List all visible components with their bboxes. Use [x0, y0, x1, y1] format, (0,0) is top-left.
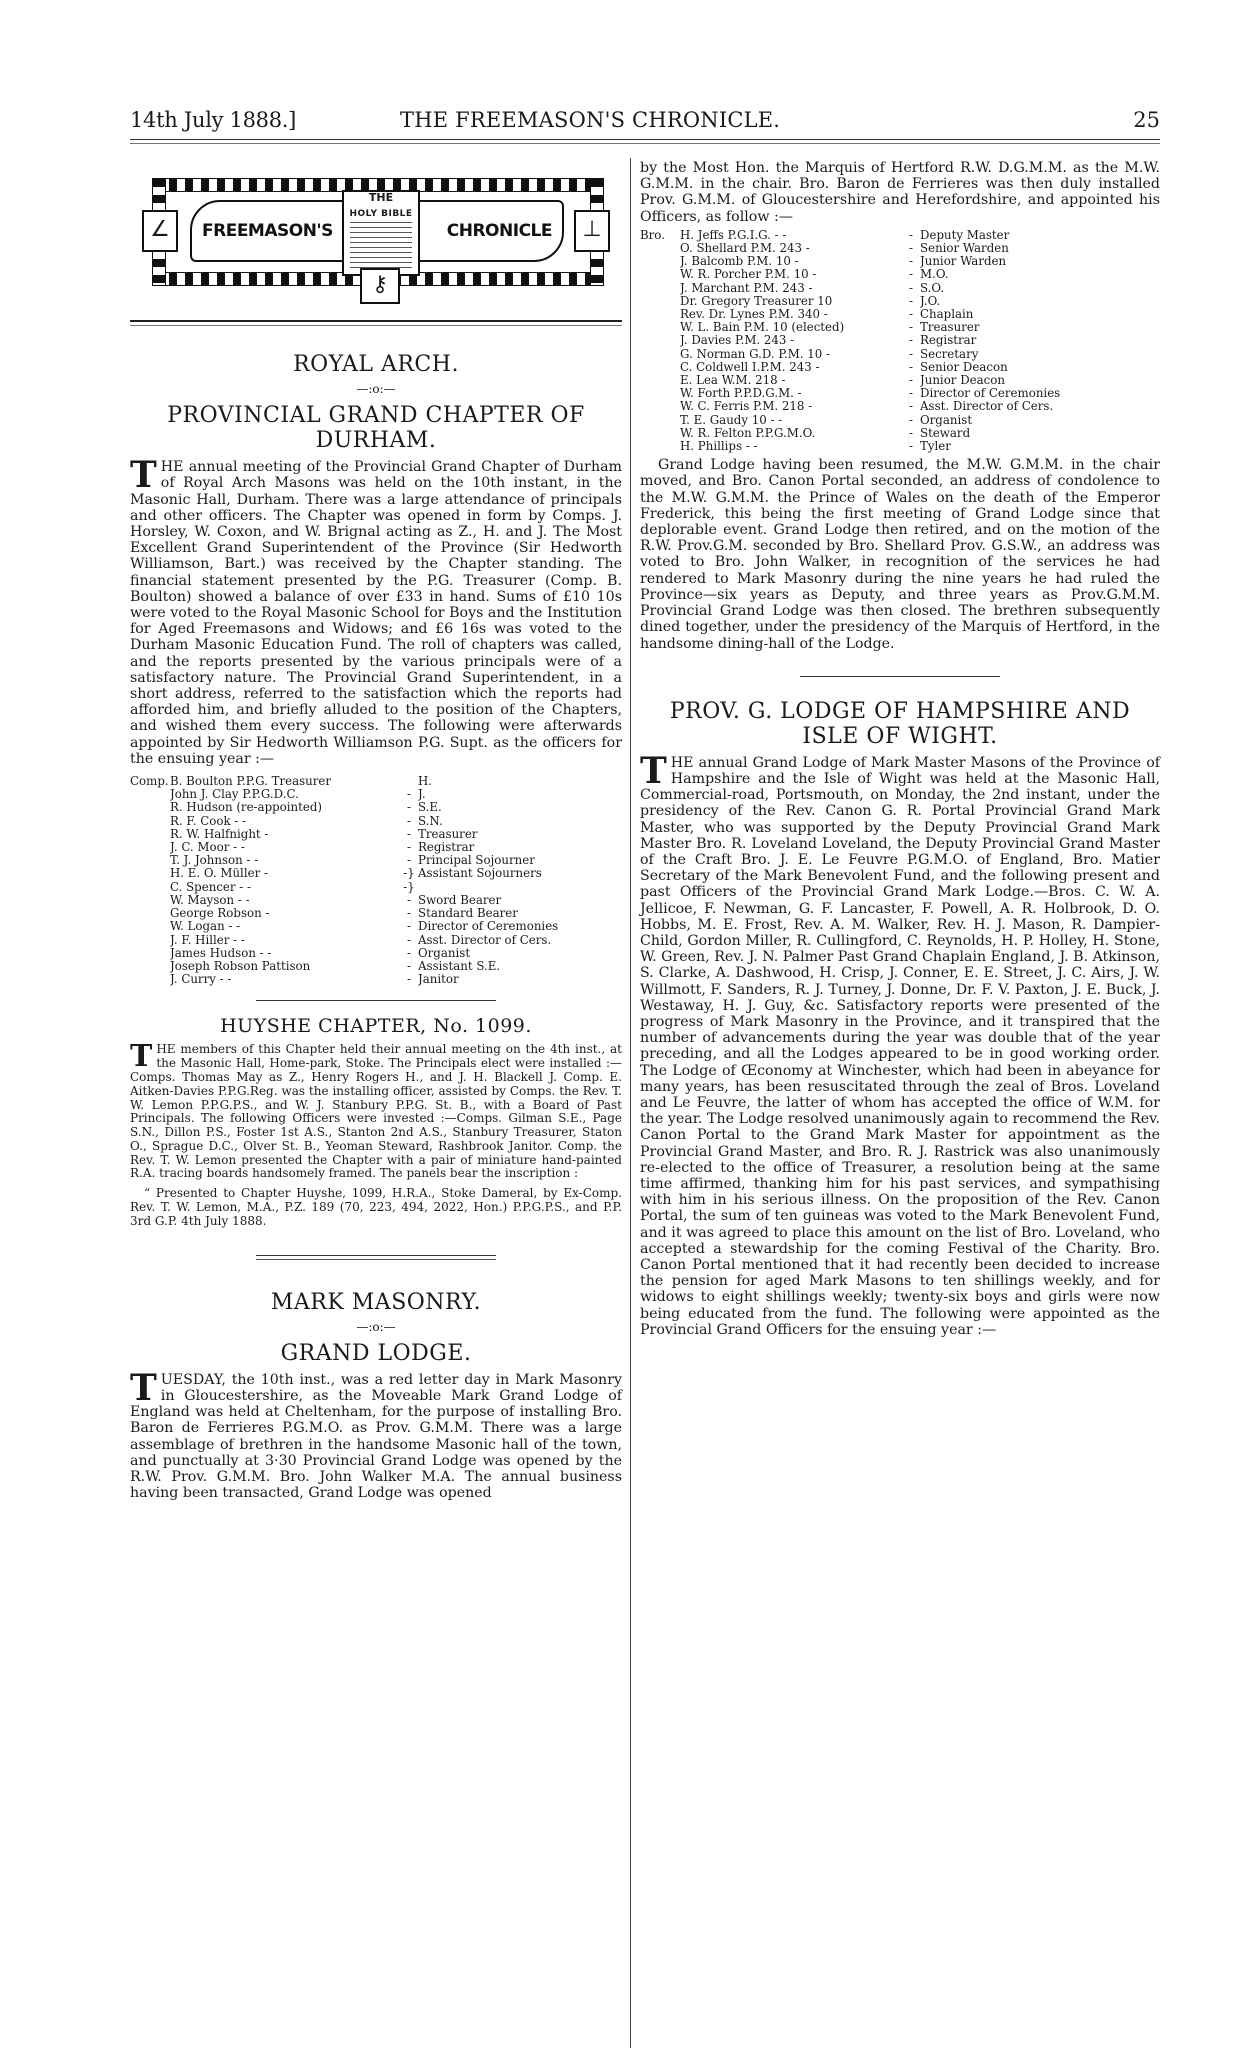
officer-dash: -: [909, 387, 913, 401]
officer-name: T. J. Johnson - -: [170, 854, 259, 868]
officer-name: W. Mayson - -: [170, 893, 250, 907]
officer-row: [640, 387, 1160, 400]
officer-office: Registrar: [920, 334, 977, 348]
officer-prefix: [640, 361, 680, 374]
masthead-word-left: FREEMASON'S: [202, 221, 333, 241]
running-header: [130, 108, 1160, 138]
article-body-hampshire: [640, 749, 1160, 1338]
officer-row: [130, 881, 622, 894]
officer-name: John J. Clay P.P.G.D.C.: [170, 788, 299, 802]
officer-row: [640, 295, 1160, 308]
officer-name: R. W. Halfnight -: [170, 827, 269, 841]
officer-prefix: Comp.: [130, 775, 169, 789]
drop-cap: T: [130, 454, 157, 497]
officer-row: [640, 348, 1160, 361]
officer-name: J. C. Moor - -: [170, 841, 245, 855]
article-body-durham: [130, 454, 622, 767]
officer-dash: -: [909, 374, 913, 388]
officer-dash: -: [407, 973, 411, 987]
section-rule: [256, 1000, 496, 1001]
officer-name: J. Davies P.M. 243 -: [680, 334, 795, 348]
officer-office: Chaplain: [920, 308, 974, 322]
officer-prefix: [130, 973, 170, 986]
officer-prefix: [640, 242, 680, 255]
inscription-quote: “ Presented to Chapter Huyshe, 1099, H.R.A., Stoke Dameral, by Ex-Comp. Rev. T. W. Lemon, M.A., P.Z. 189 (70, 223, 494, 2022, Hon.) P.P.G.P.S., and P.P. 3rd G.P. 4th July 1888.: [130, 1186, 622, 1228]
officer-office: Standard Bearer: [418, 907, 518, 921]
officer-row: [130, 920, 622, 933]
officer-row: [640, 321, 1160, 334]
officer-dash: -: [407, 933, 411, 947]
officer-office: S.E.: [418, 801, 442, 815]
officer-prefix: [640, 268, 680, 281]
officer-dash: -: [909, 228, 913, 242]
officer-dash: -: [407, 801, 411, 815]
right-column: [640, 160, 1160, 1338]
officer-name: W. L. Bain P.M. 10 (elected): [680, 321, 845, 335]
officer-name: J. Marchant P.M. 243 -: [680, 281, 813, 295]
issue-date: 14th July 1888.]: [130, 108, 297, 132]
officer-office: Secretary: [920, 347, 979, 361]
officer-office: S.O.: [920, 281, 945, 295]
officer-dash: -: [909, 334, 913, 348]
officer-office: [418, 881, 622, 894]
officer-name: C. Coldwell I.P.M. 243 -: [680, 360, 820, 374]
officer-office: Tyler: [920, 440, 951, 454]
officer-row: [640, 400, 1160, 413]
officer-name: J. Curry - -: [170, 973, 232, 987]
ornament: —:o:—: [356, 1319, 396, 1334]
officer-dash: -}: [403, 880, 415, 894]
article-text: HE members of this Chapter held their annual meeting on the 4th inst., at the Masonic Hall, Home-park, Stoke. The Principals elect were installed :—Comps. Thomas May as Z., Henry Rogers H., and J. H. Blackell J. Comp. E. Aitken-Davies P.P.G.Reg. was the installing officer, assisted by Comps. the Rev. T. W. Lemon P.P.G.P.S., and W. J. Stanbury P.P.G. St. B., with a Board of Past Principals. The following Officers were invested :—Comps. Gilman S.E., Page S.N., Dillon P.S., Foster 1st A.S., Stanton 2nd A.S., Stanbury Treasurer, Staton O., Sprague D.C., Olver St. B., Yeoman Steward, Rashbrook Janitor. Comp. the Rev. T. W. Lemon presented the Chapter with a pair of miniature hand-painted R.A. tracing boards handsomely framed. The panels bear the inscription :: [130, 1042, 622, 1181]
officer-prefix: [640, 255, 680, 268]
officer-row: [130, 947, 622, 960]
officer-dash: -: [909, 268, 913, 282]
drop-cap: T: [130, 1039, 153, 1075]
officer-prefix: [130, 894, 170, 907]
officer-office: Janitor: [418, 973, 459, 987]
officer-office: Treasurer: [418, 827, 478, 841]
officer-row: [130, 801, 622, 814]
officer-dash: -: [909, 308, 913, 322]
officer-row: [130, 894, 622, 907]
officer-name: J. F. Hiller - -: [170, 933, 245, 947]
officer-prefix: [640, 427, 680, 440]
officer-row: [130, 867, 622, 880]
officer-dash: -: [909, 347, 913, 361]
officer-name: H. E. O. Müller -: [170, 867, 268, 881]
officer-prefix: [130, 920, 170, 933]
officer-prefix: [130, 867, 170, 880]
officer-prefix: [130, 907, 170, 920]
officers-table-gloucestershire: [640, 229, 1160, 453]
officer-dash: -: [909, 294, 913, 308]
officer-prefix: [640, 282, 680, 295]
officer-prefix: [640, 308, 680, 321]
officer-name: Joseph Robson Pattison: [170, 959, 311, 973]
officer-row: [640, 414, 1160, 427]
officer-name: R. F. Cook - -: [170, 814, 247, 828]
article-text: HE annual meeting of the Provincial Grand Chapter of Durham of Royal Arch Masons was held on the 10th instant, in the Masonic Hall, Durham. There was a large attendance of principals and other officers. The Chapter was opened in form by Comps. J. Horsley, W. Coxon, and W. Brignal acting as Z., H. and J. The Most Excellent Grand Superintendent of the Province (Sir Hedworth Williamson, Bart.) was received by the Chapter standing. The financial statement presented by the P.G. Treasurer (Comp. B. Boulton) showed a balance of over £33 in hand. Sums of £10 10s were voted to the Royal Masonic School for Boys and the Institution for Aged Freemasons and Widows; and £6 16s was voted to the Durham Masonic Education Fund. The roll of chapters was called, and the reports presented by the various principals were of a satisfactory nature. The Provincial Grand Superintendent, in a short address, referred to the satisfaction which the reports had afforded him, and briefly alluded to the position of the Chapters, and wished them every success. The following were afterwards appointed by Sir Hedworth Williamson P.G. Supt. as the officers for the ensuing year :—: [130, 459, 622, 767]
officer-prefix: [130, 788, 170, 801]
officer-office: J.: [418, 788, 426, 802]
officer-row: [130, 907, 622, 920]
officer-row: [640, 229, 1160, 242]
officer-dash: -: [407, 854, 411, 868]
officer-dash: -: [407, 841, 411, 855]
officer-prefix: [130, 881, 170, 894]
officer-name: W. Logan - -: [170, 920, 241, 934]
officer-office: Junior Deacon: [920, 374, 1005, 388]
officer-name: C. Spencer - -: [170, 880, 252, 894]
officer-row: [640, 242, 1160, 255]
officer-name: George Robson -: [170, 907, 270, 921]
book-label: HOLY BIBLE: [349, 209, 413, 219]
officer-office: Director of Ceremonies: [920, 387, 1061, 401]
officer-row: [130, 815, 622, 828]
book-text-lines: [350, 222, 412, 268]
officer-dash: -: [909, 440, 913, 454]
officer-office: Organist: [418, 946, 471, 960]
officer-name: H. Jeffs P.G.I.G. - -: [680, 228, 787, 242]
officer-name: W. R. Porcher P.M. 10 -: [680, 268, 817, 282]
officer-prefix: [130, 947, 170, 960]
section-title-royal-arch: ROYAL ARCH.: [293, 352, 459, 377]
officer-office: Deputy Master: [920, 228, 1010, 242]
masthead-logo: [142, 160, 612, 300]
officer-office: Assistant S.E.: [418, 959, 501, 973]
officer-office: Asst. Director of Cers.: [418, 933, 552, 947]
officer-row: [130, 934, 622, 947]
officer-name: T. E. Gaudy 10 - -: [680, 413, 783, 427]
officer-dash: -: [407, 959, 411, 973]
article-body-grand-lodge: [130, 1366, 622, 1502]
officer-prefix: [130, 854, 170, 867]
officer-prefix: Bro.: [640, 228, 665, 242]
officer-dash: -: [909, 426, 913, 440]
officer-row: [640, 334, 1160, 347]
officer-row: [640, 282, 1160, 295]
officer-dash: -: [909, 413, 913, 427]
page-number: 25: [1133, 108, 1160, 132]
officer-dash: -: [909, 255, 913, 269]
section-title-mark-masonry: MARK MASONRY.: [270, 1289, 482, 1315]
officer-row: [640, 427, 1160, 440]
officer-prefix: [130, 815, 170, 828]
officer-dash: -: [407, 946, 411, 960]
officer-office: Organist: [920, 413, 973, 427]
officer-office: Director of Ceremonies: [418, 920, 559, 934]
officer-dash: -: [407, 893, 411, 907]
officer-name: J. Balcomb P.M. 10 -: [680, 255, 799, 269]
officer-dash: -: [909, 281, 913, 295]
level-icon: ⊥: [574, 210, 610, 252]
officer-dash: -: [909, 242, 913, 256]
keys-icon: ⚷: [360, 268, 400, 304]
officer-name: Rev. Dr. Lynes P.M. 340 -: [680, 308, 828, 322]
officer-row: [130, 960, 622, 973]
officer-row: [130, 854, 622, 867]
square-icon: ∠: [142, 210, 178, 252]
officer-name: E. Lea W.M. 218 -: [680, 374, 786, 388]
masthead-rule: [130, 320, 622, 326]
officers-table-durham: [130, 775, 622, 986]
officer-row: [130, 973, 622, 986]
officer-office: Sword Bearer: [418, 893, 502, 907]
officer-name: O. Shellard P.M. 243 -: [680, 242, 810, 256]
officer-office: Principal Sojourner: [418, 854, 535, 868]
officer-prefix: [130, 960, 170, 973]
officer-name: R. Hudson (re-appointed): [170, 801, 323, 815]
officer-dash: -: [909, 321, 913, 335]
officer-dash: -: [909, 400, 913, 414]
officer-name: G. Norman G.D. P.M. 10 -: [680, 347, 831, 361]
officer-prefix: [130, 801, 170, 814]
officer-row: [130, 841, 622, 854]
officer-office: Asst. Director of Cers.: [920, 400, 1054, 414]
officer-name: H. Phillips - -: [680, 440, 758, 454]
officer-prefix: [640, 321, 680, 334]
section-rule: [800, 676, 1000, 677]
officer-name: W. R. Felton P.P.G.M.O.: [680, 426, 816, 440]
officer-prefix: [130, 841, 170, 854]
article-title-grand-lodge: GRAND LODGE.: [280, 1340, 472, 1366]
officer-row: [640, 308, 1160, 321]
officer-dash: -: [407, 827, 411, 841]
book-the-label: THE: [368, 191, 394, 204]
officer-prefix: [640, 374, 680, 387]
officer-name: Dr. Gregory Treasurer 10: [680, 294, 833, 308]
officer-prefix: [640, 440, 680, 453]
officer-name: B. Boulton P.P.G. Treasurer: [170, 775, 332, 789]
article-text: UESDAY, the 10th inst., was a red letter day in Mark Masonry in Gloucestershire, as the Moveable Mark Grand Lodge of England was held at Cheltenham, for the purpose of installing Bro. Baron de Ferrieres P.G.M.O. as Prov. G.M.M. There was a large assemblage of brethren in the handsome Masonic hall of the town, and punctually at 3·30 Provincial Grand Lodge was opened by the R.W. Prov. G.M.M. Bro. John Walker M.A. The annual business having been transacted, Grand Lodge was opened: [130, 1371, 622, 1502]
officer-row: [640, 255, 1160, 268]
officer-name: W. C. Ferris P.M. 218 -: [680, 400, 813, 414]
officer-row: [640, 440, 1160, 453]
article-body-grand-lodge-continued: by the Most Hon. the Marquis of Hertford R.W. D.G.M.M. as the M.W. G.M.M. in the chair. Bro. Baron de Ferrieres was then duly installed Prov. G.M.M. of Gloucestershire and Herefordshire, and appointed his Officers, as follow :—: [640, 160, 1160, 225]
article-title-huyshe: HUYSHE CHAPTER, No. 1099.: [220, 1015, 532, 1038]
officer-name: James Hudson - -: [170, 946, 272, 960]
officer-office: J.O.: [920, 294, 941, 308]
officer-row: [130, 775, 622, 788]
article-text: HE annual Grand Lodge of Mark Master Masons of the Province of Hampshire and the Isle of Wight was held at the Masonic Hall, Commercial-road, Portsmouth, on Monday, the 2nd instant, under the presidency of the Rev. Canon G. R. Portal Provincial Grand Mark Master, who was supported by the Deputy Provincial Grand Mark Master Bro. R. Loveland Loveland, the Deputy Provincial Grand Master of the Craft Bro. J. E. Le Feuvre P.G.M.O. of England, Bro. Matier Secretary of the Mark Benevolent Fund, and the following present and past Officers of the Provincial Grand Mark Lodge.—Bros. C. W. A. Jellicoe, F. Newman, G. F. Lancaster, F. Powell, A. R. Holbrook, D. O. Hobbs, M. E. Frost, Rev. A. M. Walker, Rev. H. J. Mason, R. Dampier-Child, Gordon Miller, R. Cullingford, C. Reynolds, H. P. Holley, H. Stone, W. Green, Rev. J. N. Palmer Past Grand Chaplain England, J. B. Atkinson, S. Clarke, A. Dashwood, H. Crisp, J. Conner, E. E. Street, J. C. Airs, J. W. Willmott, F. Sanders, R. J. Turney, J. Donne, Dr. F. V. Paxton, J. E. Buck, J. Westaway, H. J. Guy, &c. Satisfactory reports were presented of the progress of Mark Masonry in the Province, and it transpired that the number of advancements during the year was double that of the year preceding, and all the Lodges appeared to be in good working order. The Lodge of Œconomy at Winchester, which had been in abeyance for many years, has been resuscitated through the zeal of Bros. Loveland and Le Feuvre, the latter of whom has accepted the office of W.M. for the year. The Lodge resolved unanimously again to recommend the Rev. Canon Portal to the Grand Mark Master for appointment as the Provincial Grand Master, and Bro. R. J. Rastrick was also unanimously re-elected to the office of Treasurer, a resolution being at the same time affirmed, thanking him for his past services, and sympathising with him in his serious illness. On the proposition of the Rev. Canon Portal, the sum of ten guineas was voted to the Mark Benevolent Fund, and it was agreed to place this amount on the list of Bro. Loveland, who accepted a stewardship for the coming Festival of the Charity. Bro. Canon Portal mentioned that it had recently been decided to increase the pension for aged Mark Masons to ten shillings weekly, and for widows to eight shillings weekly; twenty-six boys and girls were now being educated from the fund. The following were appointed as the Provincial Grand Officers for the ensuing year :—: [640, 754, 1160, 1338]
officer-prefix: [640, 387, 680, 400]
officer-row: [640, 268, 1160, 281]
officer-row: [130, 828, 622, 841]
drop-cap: T: [640, 749, 667, 792]
officer-office: S.N.: [418, 814, 443, 828]
article-title-hampshire: PROV. G. LODGE OF HAMPSHIRE AND ISLE OF WIGHT.: [669, 698, 1131, 749]
officer-dash: -: [407, 788, 411, 802]
officer-prefix: [640, 400, 680, 413]
newspaper-page: [130, 0, 1160, 2053]
officer-row: [130, 788, 622, 801]
officer-prefix: [130, 934, 170, 947]
masthead-word-right: CHRONICLE: [446, 221, 552, 241]
column-divider: [630, 158, 631, 2048]
left-column: [130, 160, 622, 1502]
officer-office: H.: [418, 775, 433, 789]
officer-prefix: [130, 828, 170, 841]
header-rule: [130, 139, 1160, 144]
officer-office: Treasurer: [920, 321, 980, 335]
officer-office: Senior Deacon: [920, 360, 1008, 374]
officer-dash: -: [909, 360, 913, 374]
officer-dash: -}: [403, 867, 415, 881]
holy-bible-icon: [342, 190, 420, 276]
officer-office: Senior Warden: [920, 242, 1009, 256]
officer-prefix: [640, 295, 680, 308]
article-body-grand-lodge-after: Grand Lodge having been resumed, the M.W. G.M.M. in the chair moved, and Bro. Canon Portal seconded, an address of condolence to the M.W. G.M.M. the Prince of Wales on the death of the Emperor Frederick, this being the first meeting of Grand Lodge since that deplorable event. Grand Lodge then retired, and on the motion of the R.W. Prov.G.M. seconded by Bro. Shellard Prov. G.S.W., an address was voted to Bro. John Walker, in recognition of the services he had rendered to Mark Masonry during the nine years he had ruled the Province—six years as Deputy, and three years as Prov.G.M.M. Provincial Grand Lodge was then closed. The brethren subsequently dined together, under the presidency of the Marquis of Hertford, in the handsome dining-hall of the Lodge.: [640, 457, 1160, 652]
section-rule-double: [256, 1255, 496, 1260]
drop-cap: T: [130, 1366, 157, 1409]
officer-prefix: [640, 334, 680, 347]
officer-office: Registrar: [418, 841, 475, 855]
officer-office: M.O.: [920, 268, 949, 282]
officer-prefix: [640, 414, 680, 427]
officer-row: [640, 374, 1160, 387]
officer-dash: -: [407, 814, 411, 828]
officer-prefix: [640, 348, 680, 361]
officer-office: Assistant Sojourners: [418, 867, 542, 881]
publication-title: THE FREEMASON'S CHRONICLE.: [400, 108, 781, 132]
article-title-durham: PROVINCIAL GRAND CHAPTER OF DURHAM.: [167, 403, 585, 454]
officer-name: W. Forth P.P.D.G.M. -: [680, 387, 802, 401]
article-body-huyshe: [130, 1039, 622, 1181]
officer-dash: [400, 775, 418, 788]
officer-dash: -: [407, 907, 411, 921]
officer-office: Junior Warden: [920, 255, 1007, 269]
officer-dash: -: [407, 920, 411, 934]
ornament: —:o:—: [356, 382, 396, 396]
officer-office: Steward: [920, 426, 971, 440]
officer-row: [640, 361, 1160, 374]
